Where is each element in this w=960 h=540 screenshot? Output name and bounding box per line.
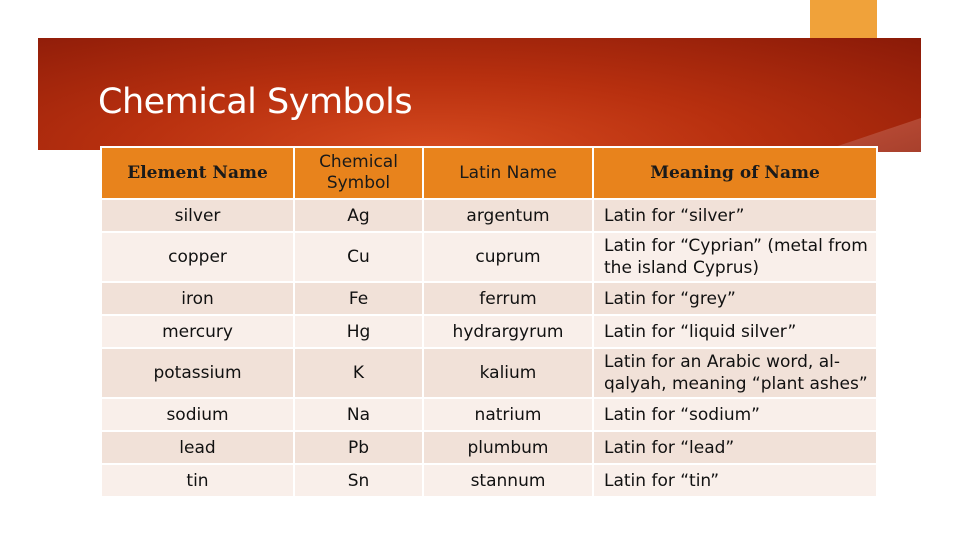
symbol-cell: Sn bbox=[294, 464, 423, 497]
latin-name-cell: stannum bbox=[423, 464, 593, 497]
table-row bbox=[101, 431, 877, 464]
meaning-cell: Latin for “grey” bbox=[593, 282, 877, 315]
symbol-cell: Hg bbox=[294, 315, 423, 348]
latin-name-cell: ferrum bbox=[423, 282, 593, 315]
symbol-cell: K bbox=[294, 348, 423, 398]
meaning-cell: Latin for “Cyprian” (metal from the island Cyprus) bbox=[593, 232, 877, 282]
element-name-cell: tin bbox=[101, 464, 294, 497]
latin-name-cell: cuprum bbox=[423, 232, 593, 282]
meaning-cell: Latin for “lead” bbox=[593, 431, 877, 464]
latin-name-cell: plumbum bbox=[423, 431, 593, 464]
latin-name-cell: hydrargyrum bbox=[423, 315, 593, 348]
symbol-cell: Cu bbox=[294, 232, 423, 282]
symbol-cell: Fe bbox=[294, 282, 423, 315]
element-name-cell: mercury bbox=[101, 315, 294, 348]
table-row bbox=[101, 199, 877, 232]
element-name-cell: silver bbox=[101, 199, 294, 232]
element-name-cell: copper bbox=[101, 232, 294, 282]
meaning-cell: Latin for “silver” bbox=[593, 199, 877, 232]
header-chemical-symbol: Chemical Symbol bbox=[294, 147, 423, 199]
element-name-cell: sodium bbox=[101, 398, 294, 431]
meaning-cell: Latin for “tin” bbox=[593, 464, 877, 497]
table-row bbox=[101, 232, 877, 282]
symbol-cell: Pb bbox=[294, 431, 423, 464]
element-name-cell: potassium bbox=[101, 348, 294, 398]
table-row bbox=[101, 464, 877, 497]
header-latin-name: Latin Name bbox=[423, 147, 593, 199]
latin-name-cell: natrium bbox=[423, 398, 593, 431]
symbol-cell: Na bbox=[294, 398, 423, 431]
table-row bbox=[101, 282, 877, 315]
table-row bbox=[101, 315, 877, 348]
chemical-symbols-table bbox=[100, 146, 878, 498]
element-name-cell: iron bbox=[101, 282, 294, 315]
header-element-name: Element Name bbox=[101, 147, 294, 199]
meaning-cell: Latin for “liquid silver” bbox=[593, 315, 877, 348]
table-row bbox=[101, 348, 877, 398]
meaning-cell: Latin for “sodium” bbox=[593, 398, 877, 431]
latin-name-cell: argentum bbox=[423, 199, 593, 232]
element-name-cell: lead bbox=[101, 431, 294, 464]
table-row bbox=[101, 398, 877, 431]
latin-name-cell: kalium bbox=[423, 348, 593, 398]
symbol-cell: Ag bbox=[294, 199, 423, 232]
header-meaning-of-name: Meaning of Name bbox=[593, 147, 877, 199]
meaning-cell: Latin for an Arabic word, al-qalyah, meaning “plant ashes” bbox=[593, 348, 877, 398]
slide-title: Chemical Symbols bbox=[98, 82, 413, 122]
table-header-row bbox=[101, 147, 877, 199]
